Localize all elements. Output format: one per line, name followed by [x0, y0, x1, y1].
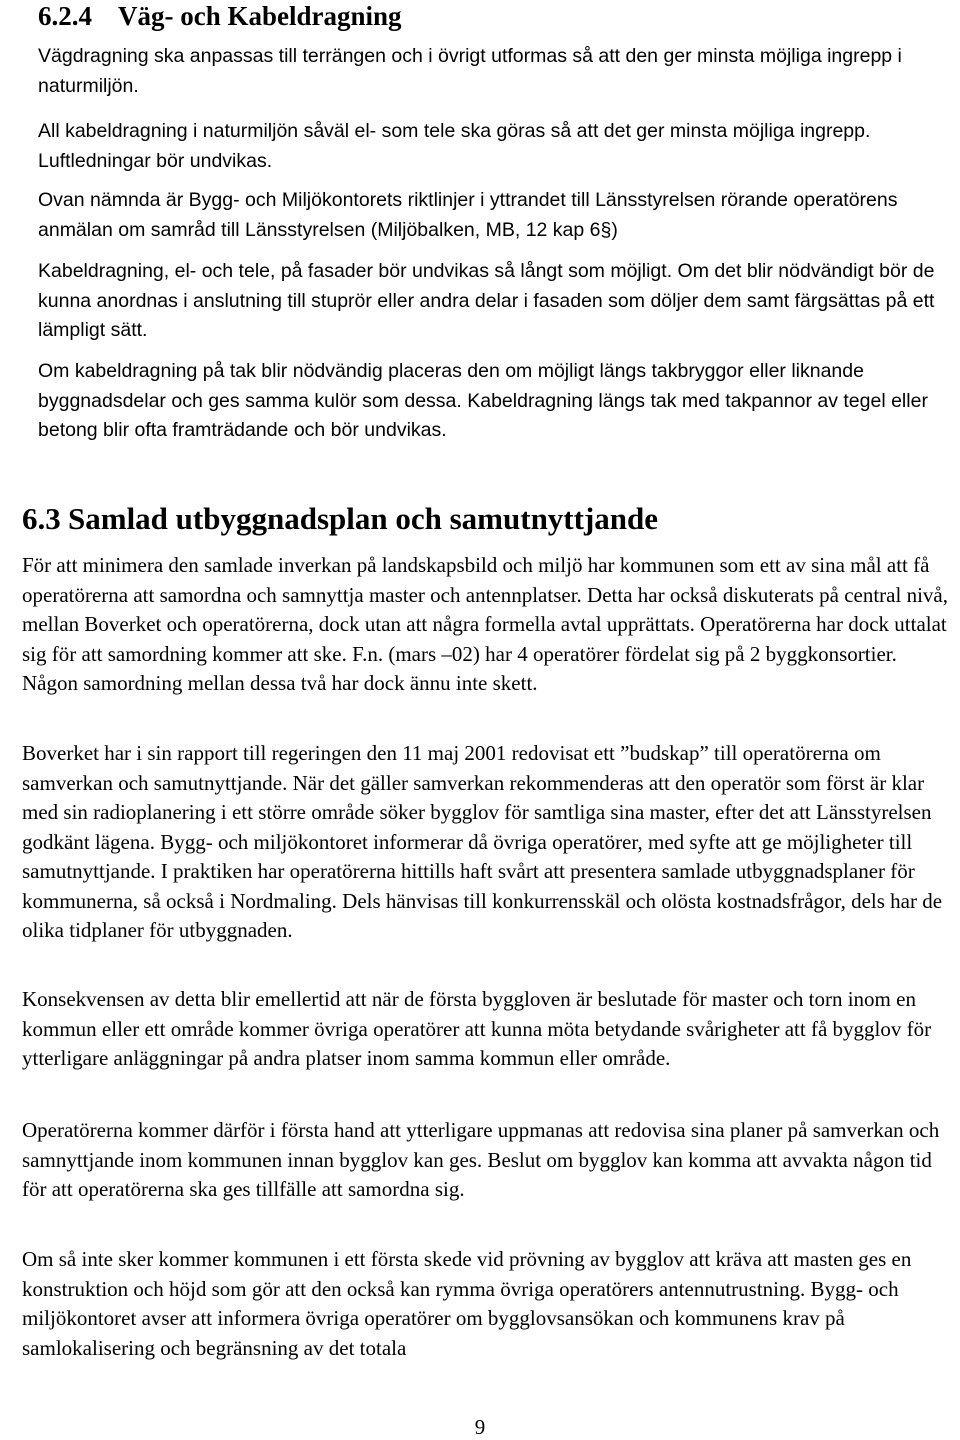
paragraph: Vägdragning ska anpassas till terrängen och i övrigt utformas så att den ger minsta möjliga ingrepp i naturmiljön.: [38, 45, 902, 97]
section-number: 6.2.4: [38, 1, 92, 31]
paragraph: Operatörerna kommer därför i första hand att ytterligare uppmanas att redovisa sina planer på samverkan och samnyttjande inom kommunen innan bygglov kan ges. Beslut om bygglov kan komma att avvakta någon tid för att operatörerna ska ges tillfälle att samordna sig.: [22, 1118, 940, 1201]
paragraph: Om kabeldragning på tak blir nödvändig placeras den om möjligt längs takbryggor eller liknande byggnadsdelar och ges samma kulör som dessa. Kabeldragning längs tak med takpannor av tegel eller betong blir ofta framträdande och bör undvikas.: [38, 360, 928, 441]
paragraph: Konsekvensen av detta blir emellertid att när de första byggloven är beslutade för master och torn inom en kommun eller ett område kommer övriga operatörer att kunna möta betydande svårigheter att få bygglov för ytterligare anläggningar på andra platser inom samma kommun eller område.: [22, 987, 932, 1070]
paragraph: Boverket har i sin rapport till regeringen den 11 maj 2001 redovisat ett ”budskap” till operatörerna om samverkan och samutnyttjande. När det gäller samverkan rekommenderas att den operatör som först är klar med sin radioplanering i ett större område söker bygglov för samtliga sina master, efter det att Länsstyrelsen godkänt lägena. Bygg- och miljökontoret informerar då övriga operatörer, med syfte att ge möjligheter till samutnyttjande. I praktiken har operatörerna hittills haft svårt att presentera samlade utbyggnadsplaner för kommunerna, så också i Nordmaling. Dels hänvisas till konkurrensskäl och olösta kostnadsfrågor, dels har de olika tidplaner för utbyggnaden.: [22, 741, 943, 942]
page-number: 9: [474, 1415, 486, 1439]
paragraph: För att minimera den samlade inverkan på landskapsbild och miljö har kommunen som ett av sina mål att få operatörerna att samordna och samnyttja master och antennplatser. Detta har också diskuterats på central nivå, mellan Boverket och operatörerna, dock utan att några formella avtal upprättats. Operatörerna har dock uttalat sig för att samordning kommer att ske. F.n. (mars –02) har 4 operatörer fördelat sig på 2 byggkonsortier. Någon samordning mellan dessa två har dock ännu inte skett.: [22, 553, 948, 695]
section-title: Samlad utbyggnadsplan och samutnyttjande: [68, 501, 659, 536]
section-number: 6.3: [22, 501, 61, 536]
paragraph: All kabeldragning i naturmiljön såväl el- som tele ska göras så att det ger minsta möjliga ingrepp. Luftledningar bör undvikas.: [38, 120, 871, 172]
section-heading-6-3: [22, 500, 658, 538]
paragraph: Kabeldragning, el- och tele, på fasader bör undvikas så långt som möjligt. Om det blir nödvändigt bör de kunna anordnas i anslutning till stuprör eller andra delar i fasaden som döljer dem samt färgsättas på ett lämpligt sätt.: [38, 260, 935, 341]
paragraph: Ovan nämnda är Bygg- och Miljökontorets riktlinjer i yttrandet till Länsstyrelsen rörande operatörens anmälan om samråd till Länsstyrelsen (Miljöbalken, MB, 12 kap 6§): [38, 189, 898, 241]
section-title: Väg- och Kabeldragning: [118, 1, 402, 31]
section-heading-6-2-4: [38, 0, 402, 32]
paragraph: Om så inte sker kommer kommunen i ett första skede vid prövning av bygglov att kräva att masten ges en konstruktion och höjd som gör att den också kan rymma övriga operatörers antennutrustning. Bygg- och miljökontoret avser att informera övriga operatörer om bygglovsansökan och kommunens krav på samlokalisering och begränsning av det totala: [22, 1247, 912, 1360]
